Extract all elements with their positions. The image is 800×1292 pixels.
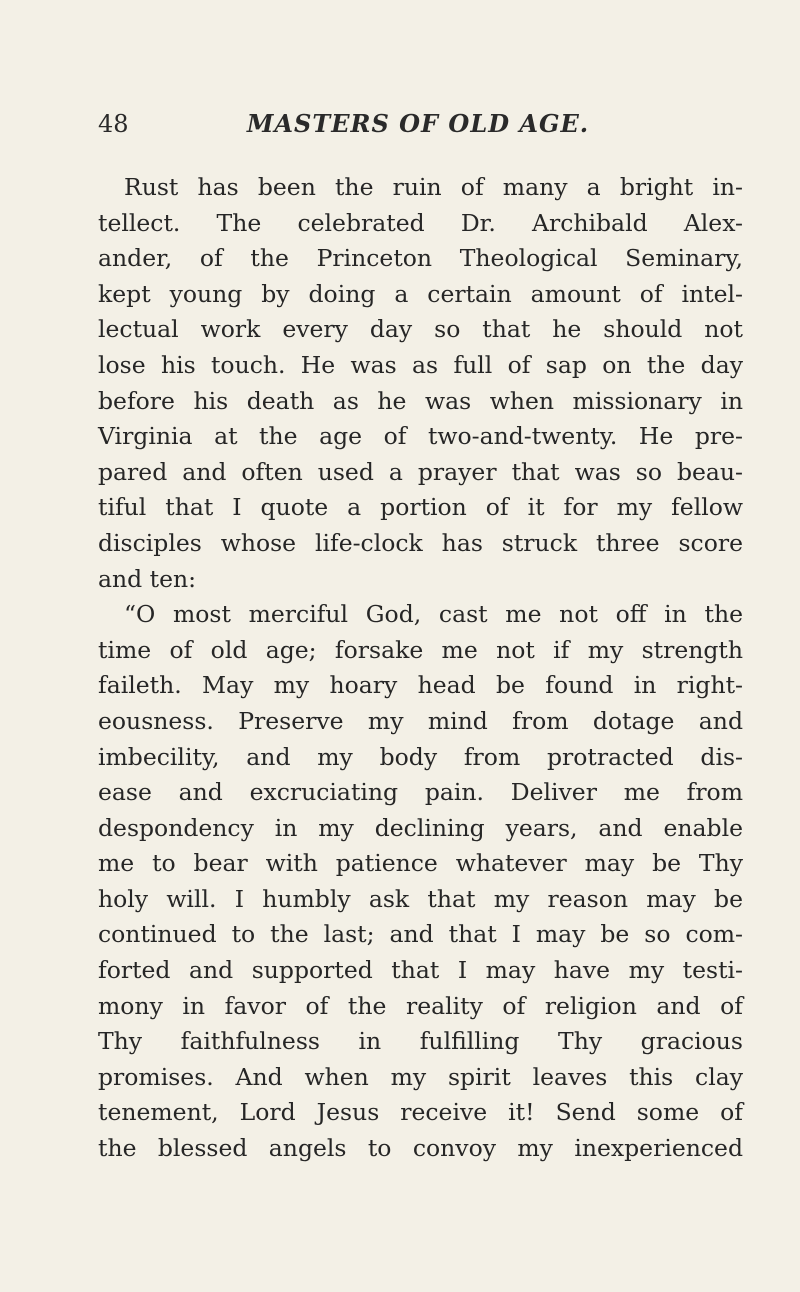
page-number: 48 bbox=[98, 110, 129, 138]
page-header bbox=[98, 104, 738, 144]
text-line: forted and supported that I may have my testi- bbox=[98, 956, 743, 985]
text-line: continued to the last; and that I may be so com- bbox=[98, 920, 743, 949]
text-line: the blessed angels to convoy my inexperienced bbox=[98, 1134, 743, 1163]
text-line: before his death as he was when missionary in bbox=[98, 386, 743, 415]
text-line: “O most merciful God, cast me not off in the bbox=[124, 600, 743, 629]
text-line: and ten: bbox=[98, 564, 197, 593]
text-line: despondency in my declining years, and enable bbox=[98, 813, 743, 842]
text-line: lectual work every day so that he should not bbox=[98, 315, 743, 344]
text-line: holy will. I humbly ask that my reason may be bbox=[98, 884, 743, 913]
text-line: me to bear with patience whatever may be Thy bbox=[98, 849, 743, 878]
text-line: eousness. Preserve my mind from dotage and bbox=[98, 706, 743, 735]
text-line: Thy faithfulness in fulfilling Thy gracious bbox=[98, 1027, 743, 1056]
text-line: mony in favor of the reality of religion and of bbox=[98, 991, 743, 1020]
text-line: tenement, Lord Jesus receive it! Send some of bbox=[98, 1098, 743, 1127]
text-line: imbecility, and my body from protracted dis- bbox=[98, 742, 743, 771]
text-line: Virginia at the age of two-and-twenty. He pre- bbox=[98, 422, 743, 451]
text-line: tiful that I quote a portion of it for my fellow bbox=[98, 493, 743, 522]
body-text bbox=[98, 170, 743, 1167]
text-line: lose his touch. He was as full of sap on the day bbox=[98, 350, 743, 379]
text-line: faileth. May my hoary head be found in right- bbox=[98, 671, 743, 700]
text-line: Rust has been the ruin of many a bright in- bbox=[124, 173, 743, 201]
running-head: MASTERS OF OLD AGE. bbox=[246, 109, 590, 138]
text-line: promises. And when my spirit leaves this clay bbox=[98, 1062, 743, 1091]
text-line: ease and excruciating pain. Deliver me from bbox=[98, 778, 743, 807]
text-line: pared and often used a prayer that was so beau- bbox=[98, 457, 743, 486]
text-line: ander, of the Princeton Theological Seminary, bbox=[98, 244, 743, 273]
text-line: disciples whose life-clock has struck three score bbox=[98, 528, 743, 557]
text-line: tellect. The celebrated Dr. Archibald Alex- bbox=[98, 208, 743, 237]
text-line: time of old age; forsake me not if my strength bbox=[98, 635, 743, 664]
text-line: kept young by doing a certain amount of intel- bbox=[98, 279, 743, 308]
